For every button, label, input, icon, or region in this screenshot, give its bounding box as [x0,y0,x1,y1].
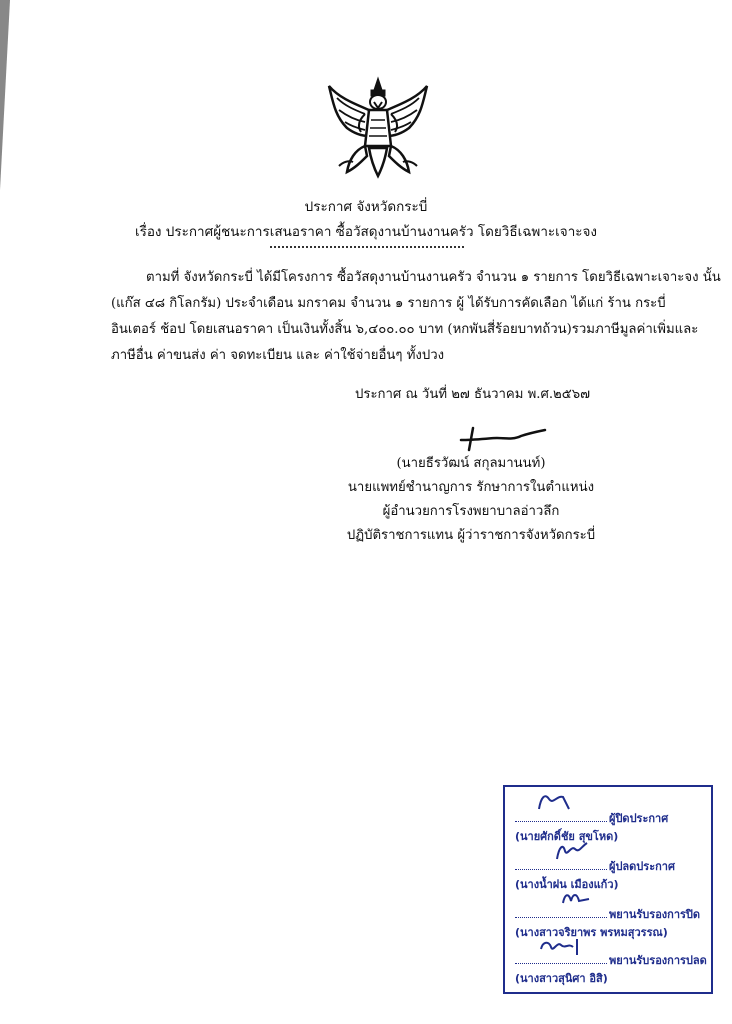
stamp-label-post-witness: พยานรับรองการปิด [609,908,701,921]
signatory-name: (นายธีรวัฒน์ สกุลมานนท์) [396,456,546,471]
announcement-subject: เรื่อง ประกาศผู้ชนะการเสนอราคา ซื้อวัสดุงานบ้านงานครัว โดยวิธีเฉพาะเจาะจง [134,224,598,240]
stamp-row-removed-by [515,857,705,875]
announcement-title: ประกาศ จังหวัดกระบี่ [304,199,428,215]
stamp-name-removal-witness: (นางสาวสุนิศา อิสิ) [515,972,608,985]
posting-stamp [503,785,713,994]
stamp-label-removal-witness: พยานรับรองการปลด [609,954,707,967]
stamp-label-posted-by: ผู้ปิดประกาศ [609,812,669,825]
scan-edge-shadow [0,0,26,200]
body-line-4: ภาษีอื่น ค่าขนส่ง ค่า จดทะเบียน และ ค่าใช้จ่ายอื่นๆ ทั้งปวง [111,348,445,363]
stamp-row-post-witness [515,905,705,923]
signatory-role: ผู้อำนวยการโรงพยาบาลอ่าวลึก [382,504,560,519]
stamp-name-removed-by: (นางน้ำฝน เมืองแก้ว) [515,878,619,891]
stamp-name-posted-by: (นายศักดิ์ชัย สุขโหด) [515,830,619,843]
stamp-signature-3 [559,887,599,907]
signatory-acting: ปฏิบัติราชการแทน ผู้ว่าราชการจังหวัดกระบี่ [346,528,596,543]
stamp-row-removal-witness [515,951,705,969]
signatory-position: นายแพทย์ชำนาญการ รักษาการในตำแหน่ง [347,480,595,495]
announcement-date: ประกาศ ณ วันที่ ๒๗ ธันวาคม พ.ศ.๒๕๖๗ [355,387,591,402]
stamp-name-post-witness: (นางสาวจริยาพร พรหมสุวรรณ) [515,926,668,939]
body-line-2: (แก๊ส ๔๘ กิโลกรัม) ประจำเดือน มกราคม จำนวน ๑ รายการ ผู้ ได้รับการคัดเลือก ได้แก่ ร้าน กระบี่ [111,296,666,311]
body-line-1: ตามที่ จังหวัดกระบี่ ได้มีโครงการ ซื้อวัสดุงานบ้านงานครัว จำนวน ๑ รายการ โดยวิธีเฉพาะเจาะจง นั้น [146,270,721,285]
dotted-separator [270,246,464,248]
stamp-row-posted-by [515,809,705,827]
body-line-3: อินเตอร์ ช้อป โดยเสนอราคา เป็นเงินทั้งสิ้น ๖,๔๐๐.๐๐ บาท (หกพันสี่ร้อยบาทถ้วน)รวมภาษีมูลค่าเพิ่มและ [111,322,699,337]
stamp-label-removed-by: ผู้ปลดประกาศ [609,860,675,873]
garuda-emblem-icon [325,76,431,180]
